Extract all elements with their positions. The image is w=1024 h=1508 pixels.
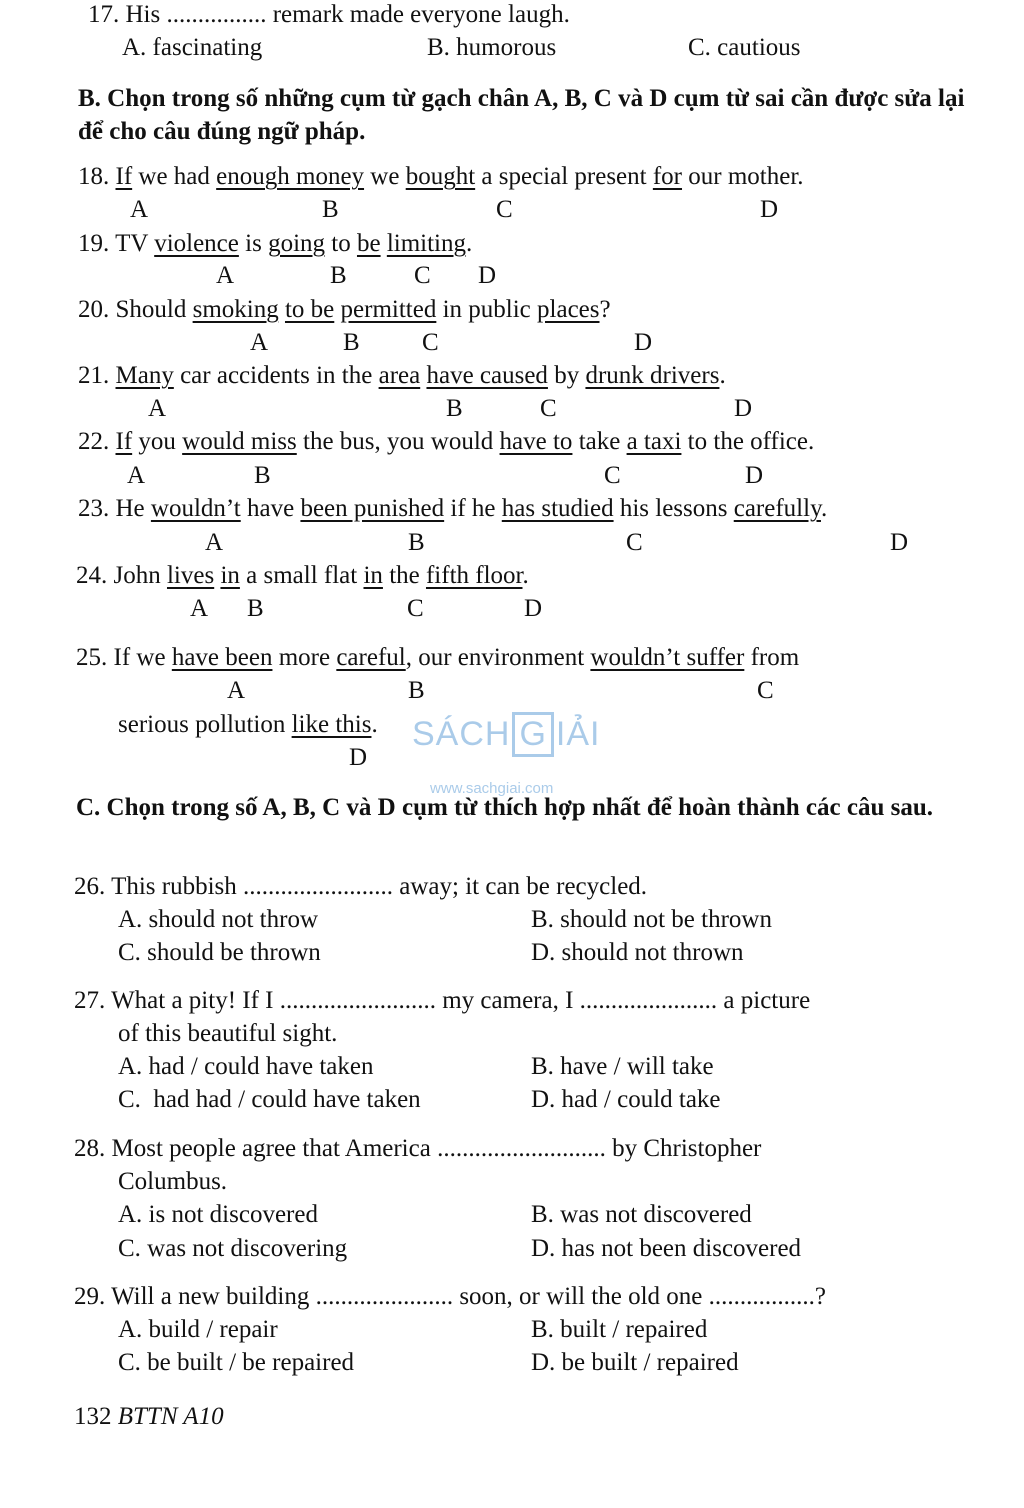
q26-stem: 26. This rubbish ........................ away; it can be recycled. bbox=[74, 873, 648, 900]
q27-stem-line2: of this beautiful sight. bbox=[118, 1020, 338, 1047]
q26-option-d: D. should not thrown bbox=[531, 939, 744, 966]
q21-letter-b: B bbox=[446, 395, 463, 422]
q24-letter-c: C bbox=[407, 595, 424, 622]
q23-letter-c: C bbox=[626, 529, 643, 556]
q22-letter-d: D bbox=[745, 462, 764, 489]
q28-option-d: D. has not been discovered bbox=[531, 1235, 802, 1262]
q22-stem: 22. If you would miss the bus, you would have to take a taxi to the office. bbox=[78, 428, 815, 455]
q27-option-a: A. had / could have taken bbox=[118, 1053, 374, 1080]
q18-letter-a: A bbox=[130, 196, 149, 223]
q18-letter-b: B bbox=[322, 196, 339, 223]
watermark-logo: SÁCH G IẢI bbox=[412, 712, 601, 757]
watermark-url: www.sachgiai.com bbox=[430, 780, 554, 797]
q27-option-d: D. had / could take bbox=[531, 1086, 721, 1113]
q26-option-c: C. should be thrown bbox=[118, 939, 321, 966]
q21-stem: 21. Many car accidents in the area have caused by drunk drivers. bbox=[78, 362, 726, 389]
q22-letter-c: C bbox=[604, 462, 621, 489]
q27-option-b: B. have / will take bbox=[531, 1053, 714, 1080]
section-c-title: C. Chọn trong số A, B, C và D cụm từ thích hợp nhất để hoàn thành các câu sau. bbox=[76, 794, 934, 821]
q17-option-b: B. humorous bbox=[427, 34, 557, 61]
q19-letter-c: C bbox=[414, 262, 431, 289]
q25-letter-c: C bbox=[757, 677, 774, 704]
page-number: 132 bbox=[74, 1403, 112, 1430]
q25-letter-d: D bbox=[349, 744, 368, 771]
q19-letter-d: D bbox=[478, 262, 497, 289]
q27-option-c: C. had had / could have taken bbox=[118, 1086, 421, 1113]
q27-stem: 27. What a pity! If I ......................... my camera, I ...................... a picture bbox=[74, 987, 811, 1014]
q19-stem: 19. TV violence is going to be limiting. bbox=[78, 230, 473, 257]
q24-letter-b: B bbox=[247, 595, 264, 622]
q19-letter-b: B bbox=[330, 262, 347, 289]
q21-letter-d: D bbox=[734, 395, 753, 422]
page-footer bbox=[74, 1402, 224, 1432]
q20-letter-b: B bbox=[343, 329, 360, 356]
q28-option-c: C. was not discovering bbox=[118, 1235, 348, 1262]
q28-stem-line2: Columbus. bbox=[118, 1168, 228, 1195]
q24-letter-a: A bbox=[190, 595, 209, 622]
q23-stem: 23. He wouldn’t have been punished if he has studied his lessons carefully. bbox=[78, 495, 828, 522]
q18-letter-c: C bbox=[496, 196, 513, 223]
q29-option-b: B. built / repaired bbox=[531, 1316, 708, 1343]
q21-letter-c: C bbox=[540, 395, 557, 422]
q25-stem: 25. If we have been more careful, our environment wouldn’t suffer from bbox=[76, 644, 800, 671]
section-b-title: B. Chọn trong số những cụm từ gạch chân A, B, C và D cụm từ sai cần được sửa lại để cho câu đúng ngữ pháp. bbox=[78, 85, 965, 145]
q23-letter-a: A bbox=[205, 529, 224, 556]
q20-letter-a: A bbox=[250, 329, 269, 356]
q17-option-c: C. cautious bbox=[688, 34, 801, 61]
q19-letter-a: A bbox=[216, 262, 235, 289]
q29-option-c: C. be built / be repaired bbox=[118, 1349, 355, 1376]
q28-option-b: B. was not discovered bbox=[531, 1201, 752, 1228]
q25-stem-line2: serious pollution like this. bbox=[118, 711, 378, 738]
q18-stem: 18. If we had enough money we bought a special present for our mother. bbox=[78, 163, 804, 190]
q25-letter-b: B bbox=[408, 677, 425, 704]
q26-option-a: A. should not throw bbox=[118, 906, 318, 933]
q29-option-d: D. be built / repaired bbox=[531, 1349, 739, 1376]
q20-stem: 20. Should smoking to be permitted in public places? bbox=[78, 296, 611, 323]
q23-letter-b: B bbox=[408, 529, 425, 556]
q21-letter-a: A bbox=[148, 395, 167, 422]
q22-letter-b: B bbox=[254, 462, 271, 489]
q25-letter-a: A bbox=[227, 677, 246, 704]
q20-letter-d: D bbox=[634, 329, 653, 356]
q26-option-b: B. should not be thrown bbox=[531, 906, 772, 933]
q23-letter-d: D bbox=[890, 529, 909, 556]
q29-stem: 29. Will a new building ...................... soon, or will the old one .................? bbox=[74, 1283, 826, 1310]
q24-stem: 24. John lives in a small flat in the fifth floor. bbox=[76, 562, 529, 589]
q22-letter-a: A bbox=[127, 462, 146, 489]
q18-letter-d: D bbox=[760, 196, 779, 223]
book-code: BTTN A10 bbox=[117, 1403, 224, 1430]
q20-letter-c: C bbox=[422, 329, 439, 356]
q17-option-a: A. fascinating bbox=[122, 34, 263, 61]
q28-stem: 28. Most people agree that America ........................... by Christopher bbox=[74, 1135, 762, 1162]
q24-letter-d: D bbox=[524, 595, 543, 622]
q17-stem: 17. His ................ remark made everyone laugh. bbox=[88, 1, 570, 28]
q28-option-a: A. is not discovered bbox=[118, 1201, 318, 1228]
q29-option-a: A. build / repair bbox=[118, 1316, 278, 1343]
